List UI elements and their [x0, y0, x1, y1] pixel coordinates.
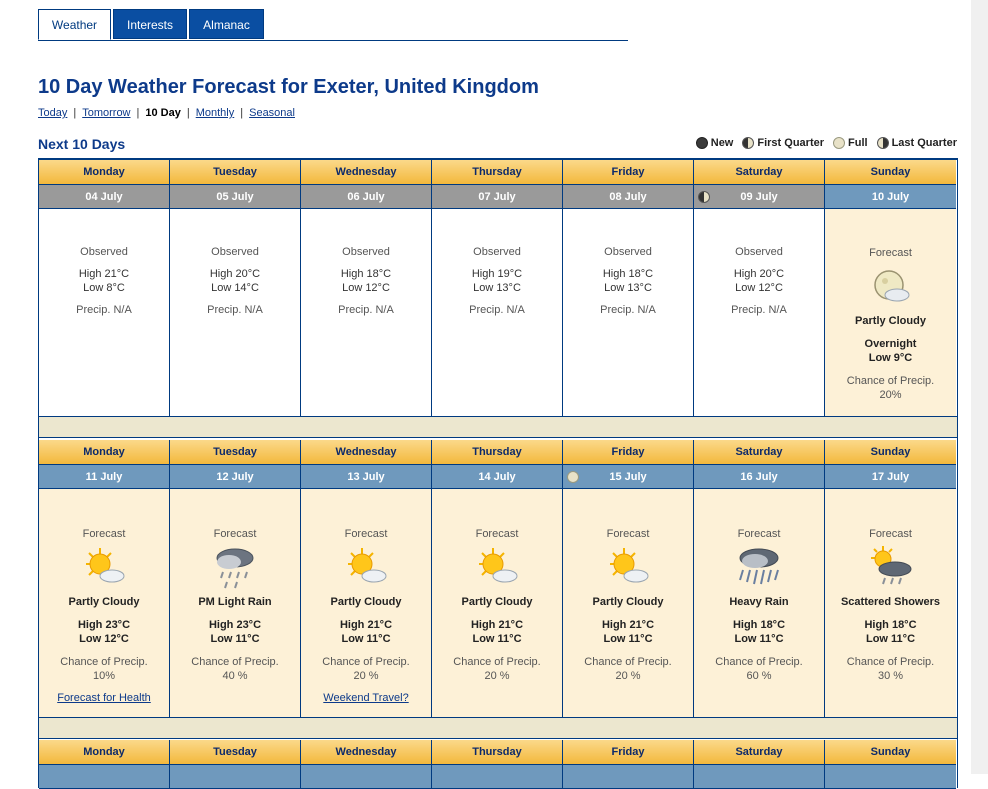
day-name: Sunday — [825, 440, 956, 464]
date-row — [39, 184, 957, 209]
low-temp: Low 11°C — [603, 633, 653, 645]
forecast-cell — [432, 489, 563, 717]
precip-chance-label: Chance of Precip. — [846, 375, 935, 387]
tab-bar — [38, 9, 628, 41]
low-temp: Low 11°C — [734, 633, 784, 645]
day-name: Thursday — [432, 160, 563, 184]
forecast-cell — [563, 489, 694, 717]
precip-chance-value: 20 % — [615, 670, 641, 682]
low-temp: Low 14°C — [211, 282, 259, 294]
day-name: Tuesday — [170, 160, 301, 184]
precip: Precip. N/A — [469, 304, 525, 316]
low-temp: Low 11°C — [210, 633, 260, 645]
precip-chance-label: Chance of Precip. — [191, 656, 279, 668]
day-name: Friday — [563, 160, 694, 184]
rain-icon — [211, 544, 259, 592]
sun-cloud-icon — [342, 544, 390, 592]
week-spacer — [39, 717, 957, 739]
high-temp: High 18°C — [732, 619, 786, 631]
forecast-cell — [825, 209, 956, 416]
high-temp: High 23°C — [77, 619, 131, 631]
section-title: Next 10 Days — [38, 136, 126, 152]
day-name: Tuesday — [170, 440, 301, 464]
cell-label: Observed — [80, 246, 128, 258]
overnight-label: Overnight — [864, 338, 917, 350]
sun-shower-icon — [867, 544, 915, 592]
forecast-cell — [39, 489, 170, 717]
week-1 — [39, 160, 957, 438]
condition: Partly Cloudy — [461, 596, 533, 608]
day-name: Wednesday — [301, 440, 432, 464]
precip-chance-label: Chance of Precip. — [715, 656, 803, 668]
day-name-row — [39, 740, 957, 764]
high-temp: High 21°C — [601, 619, 655, 631]
sun-cloud-icon — [604, 544, 652, 592]
date-cell: 14 July — [432, 464, 563, 489]
condition: Partly Cloudy — [855, 315, 926, 327]
week-1-cells — [39, 209, 957, 416]
moon-legend — [690, 137, 957, 149]
date-cell: 12 July — [170, 464, 301, 489]
day-name: Friday — [563, 440, 694, 464]
date-cell — [694, 764, 825, 789]
precip-chance-label: Chance of Precip. — [846, 656, 935, 668]
day-name: Sunday — [825, 160, 956, 184]
legend-first-quarter: First Quarter — [757, 137, 825, 149]
link-monthly[interactable]: Monthly — [195, 107, 235, 119]
high-temp: High 18°C — [864, 619, 917, 631]
observed-cell — [39, 209, 170, 416]
low-temp: Low 13°C — [473, 282, 521, 294]
precip-chance-label: Chance of Precip. — [60, 656, 148, 668]
date-cell — [825, 764, 956, 789]
observed-cell — [170, 209, 301, 416]
tab-interests[interactable]: Interests — [113, 9, 187, 39]
precip: Precip. N/A — [731, 304, 787, 316]
day-name: Tuesday — [170, 740, 301, 764]
high-temp: High 18°C — [340, 268, 392, 280]
cell-label: Forecast — [344, 528, 388, 540]
week-2-cells — [39, 489, 957, 717]
precip-chance-label: Chance of Precip. — [584, 656, 672, 668]
precip-chance-label: Chance of Precip. — [322, 656, 410, 668]
day-name-row — [39, 440, 957, 464]
precip-chance-value: 40 % — [222, 670, 248, 682]
date-cell: 06 July — [301, 184, 432, 209]
date-cell — [563, 764, 694, 789]
high-temp: High 21°C — [78, 268, 130, 280]
day-name: Friday — [563, 740, 694, 764]
date-label: 15 July — [609, 471, 647, 483]
day-name: Monday — [39, 440, 170, 464]
week-2 — [39, 440, 957, 739]
date-cell: 13 July — [301, 464, 432, 489]
legend-last-quarter: Last Quarter — [891, 137, 957, 149]
cell-label: Observed — [473, 246, 521, 258]
precip-chance-value: 30 % — [877, 670, 904, 682]
week-3 — [39, 740, 957, 789]
date-cell — [39, 764, 170, 789]
cell-label: Observed — [211, 246, 259, 258]
forecast-subnav — [38, 107, 295, 119]
cell-label: Observed — [735, 246, 783, 258]
date-cell-with-moon — [563, 464, 694, 489]
separator: | — [186, 107, 190, 119]
precip: Precip. N/A — [207, 304, 263, 316]
condition: Partly Cloudy — [330, 596, 402, 608]
separator: | — [240, 107, 244, 119]
weekend-travel-link[interactable]: Weekend Travel? — [323, 692, 409, 704]
cell-label: Forecast — [869, 528, 912, 540]
date-row — [39, 764, 957, 789]
separator: | — [136, 107, 140, 119]
low-temp: Low 11°C — [341, 633, 391, 645]
sun-cloud-icon — [80, 544, 128, 592]
low-temp: Low 12°C — [342, 282, 390, 294]
page-title: 10 Day Weather Forecast for Exeter, United Kingdom — [38, 76, 539, 98]
day-name: Monday — [39, 740, 170, 764]
low-temp: Low 12°C — [735, 282, 783, 294]
condition: PM Light Rain — [198, 596, 272, 608]
date-cell: 08 July — [563, 184, 694, 209]
high-temp: High 19°C — [471, 268, 523, 280]
forecast-cell — [825, 489, 956, 717]
forecast-cell — [694, 489, 825, 717]
vertical-scrollbar[interactable] — [971, 0, 988, 774]
condition: Scattered Showers — [840, 596, 941, 608]
precip: Precip. N/A — [600, 304, 656, 316]
day-name: Thursday — [432, 440, 563, 464]
low-temp: Low 12°C — [79, 633, 129, 645]
cell-label: Forecast — [213, 528, 257, 540]
low-temp: Low 9°C — [868, 352, 913, 364]
forecast-for-health-link[interactable]: Forecast for Health — [57, 692, 151, 704]
observed-cell — [694, 209, 825, 416]
link-seasonal[interactable]: Seasonal — [249, 107, 295, 119]
date-cell: 17 July — [825, 464, 956, 489]
day-name: Thursday — [432, 740, 563, 764]
tab-almanac[interactable]: Almanac — [189, 9, 264, 39]
precip-chance-value: 20 % — [484, 670, 510, 682]
precip-chance-value: 20% — [879, 389, 902, 401]
cell-label: Forecast — [606, 528, 650, 540]
date-cell: 16 July — [694, 464, 825, 489]
first-quarter-moon-icon — [698, 191, 710, 203]
condition: Partly Cloudy — [592, 596, 664, 608]
cell-label: Forecast — [737, 528, 781, 540]
day-name: Saturday — [694, 740, 825, 764]
cell-label: Forecast — [869, 247, 912, 259]
high-temp: High 20°C — [733, 268, 785, 280]
day-name: Sunday — [825, 740, 956, 764]
day-name-row — [39, 160, 957, 184]
low-temp: Low 8°C — [83, 282, 125, 294]
link-today[interactable]: Today — [38, 107, 68, 119]
high-temp: High 20°C — [209, 268, 261, 280]
link-tomorrow[interactable]: Tomorrow — [82, 107, 131, 119]
date-cell: 07 July — [432, 184, 563, 209]
day-name: Wednesday — [301, 160, 432, 184]
last-quarter-moon-icon — [877, 137, 889, 149]
day-name: Saturday — [694, 440, 825, 464]
condition: Heavy Rain — [729, 596, 789, 608]
cell-label: Forecast — [82, 528, 126, 540]
legend-new: New — [710, 137, 734, 149]
date-cell: 05 July — [170, 184, 301, 209]
observed-cell — [563, 209, 694, 416]
low-temp: Low 11°C — [865, 633, 916, 645]
forecast-cell — [301, 489, 432, 717]
observed-cell — [432, 209, 563, 416]
low-temp: Low 11°C — [472, 633, 522, 645]
precip: Precip. N/A — [76, 304, 132, 316]
separator: | — [73, 107, 77, 119]
forecast-cell — [170, 489, 301, 717]
new-moon-icon — [696, 137, 708, 149]
date-row — [39, 464, 957, 489]
moon-cloud-icon — [867, 263, 915, 311]
sun-cloud-icon — [473, 544, 521, 592]
date-cell-with-moon — [694, 184, 825, 209]
current-10-day: 10 Day — [145, 107, 181, 119]
date-label: 09 July — [740, 191, 778, 203]
heavy-rain-icon — [735, 544, 783, 592]
week-spacer — [39, 416, 957, 438]
date-cell: 04 July — [39, 184, 170, 209]
day-name: Saturday — [694, 160, 825, 184]
full-moon-icon — [567, 471, 579, 483]
condition: Partly Cloudy — [68, 596, 140, 608]
precip-chance-value: 20 % — [353, 670, 379, 682]
date-cell — [170, 764, 301, 789]
tab-weather[interactable]: Weather — [38, 9, 111, 40]
precip-chance-value: 60 % — [746, 670, 772, 682]
observed-cell — [301, 209, 432, 416]
precip: Precip. N/A — [338, 304, 394, 316]
cell-label: Observed — [604, 246, 652, 258]
low-temp: Low 13°C — [604, 282, 652, 294]
day-name: Monday — [39, 160, 170, 184]
high-temp: High 21°C — [339, 619, 393, 631]
forecast-grid — [38, 158, 958, 788]
date-cell — [301, 764, 432, 789]
full-moon-icon — [833, 137, 845, 149]
first-quarter-moon-icon — [742, 137, 754, 149]
high-temp: High 23°C — [208, 619, 262, 631]
date-cell — [432, 764, 563, 789]
legend-full: Full — [848, 137, 868, 149]
date-cell: 11 July — [39, 464, 170, 489]
precip-chance-value: 10% — [92, 670, 116, 682]
cell-label: Observed — [342, 246, 390, 258]
high-temp: High 18°C — [602, 268, 654, 280]
date-cell: 10 July — [825, 184, 956, 209]
day-name: Wednesday — [301, 740, 432, 764]
precip-chance-label: Chance of Precip. — [453, 656, 541, 668]
cell-label: Forecast — [475, 528, 519, 540]
high-temp: High 21°C — [470, 619, 524, 631]
